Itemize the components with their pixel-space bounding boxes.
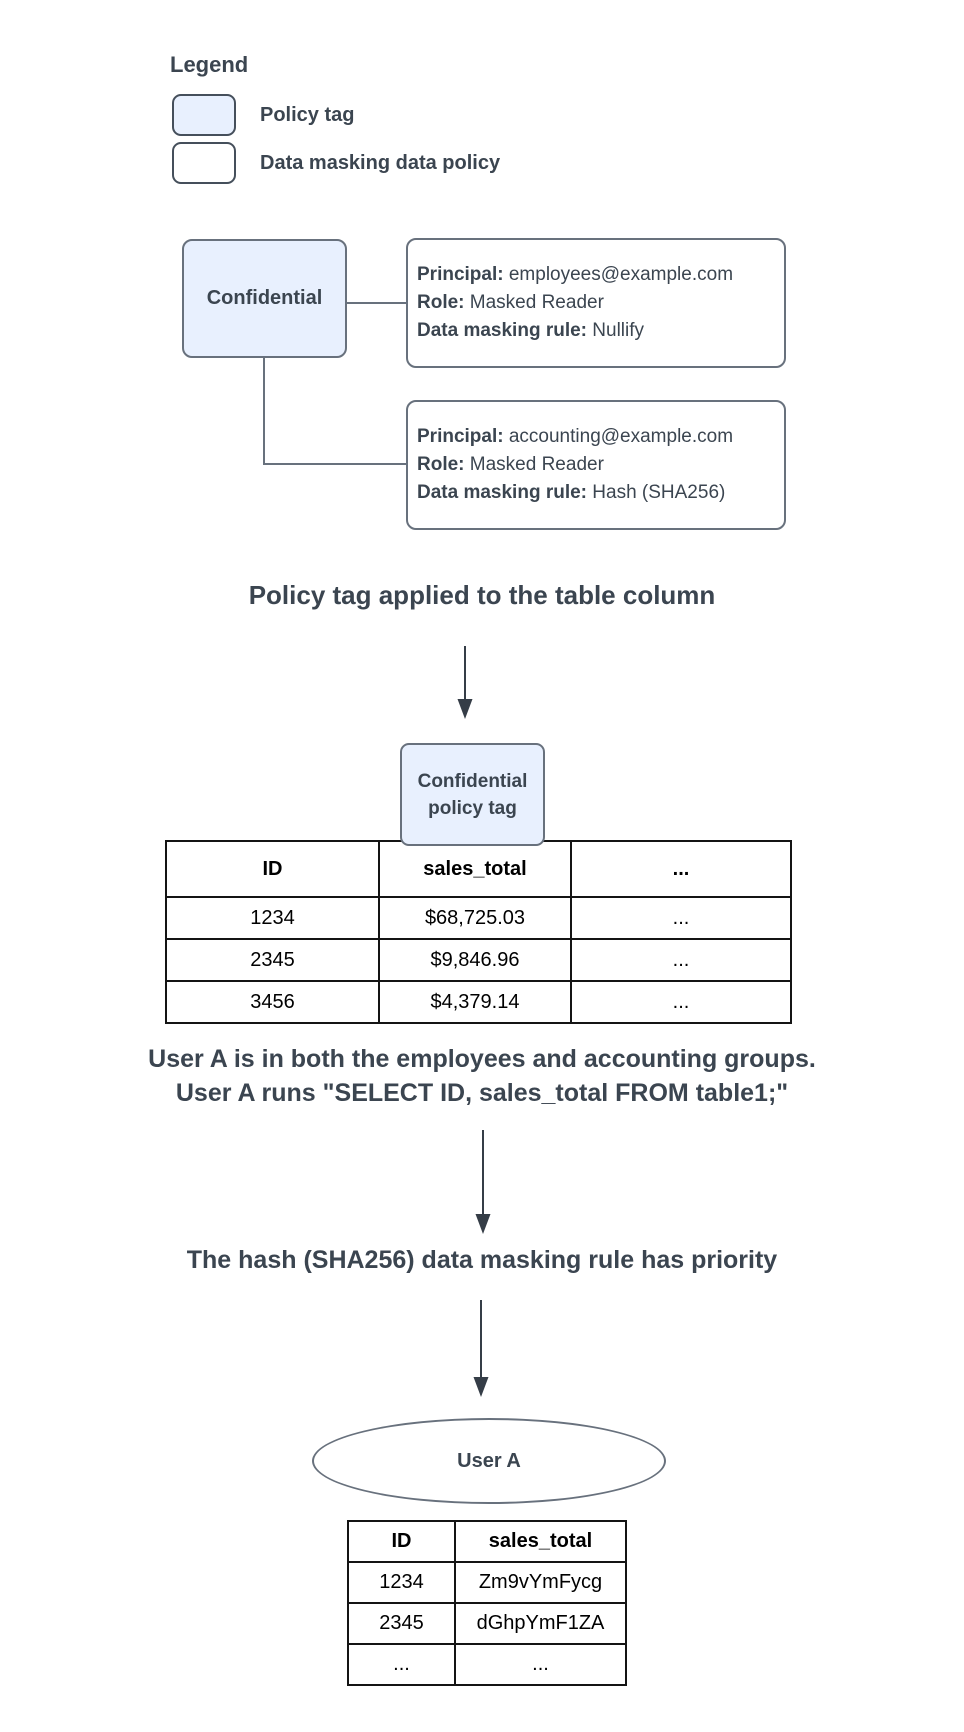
legend-swatch-policy-tag [172,94,236,136]
table-row [348,1644,626,1685]
table-cell: Zm9vYmFycg [455,1562,626,1603]
table-row [166,897,791,939]
header-cell-sales-total: sales_total [455,1521,626,1562]
table-cell: $68,725.03 [379,897,571,939]
table-cell: $4,379.14 [379,981,571,1023]
heading-policy-tag-applied: Policy tag applied to the table column [248,580,716,610]
table-cell: ... [348,1644,455,1685]
table-row [348,1562,626,1603]
result-table-header-row [348,1521,626,1562]
table-cell: 3456 [166,981,379,1023]
flow-arrow-down-icon [476,1130,491,1234]
connector-policy2 [264,358,406,464]
header-cell-id: ID [348,1521,455,1562]
source-table [165,840,792,1024]
table-row [166,981,791,1023]
policy-principal-line: Principal: employees@example.com [417,264,734,285]
confidential-policy-tag-badge [400,743,545,846]
legend-label-data-masking-policy: Data masking data policy [260,152,501,174]
caption-user-a-groups [0,1042,964,1110]
source-table-header-row [166,841,791,897]
table-row [166,939,791,981]
legend-title: Legend [170,52,249,77]
table-cell: $9,846.96 [379,939,571,981]
badge-line1: Confidential [417,770,528,792]
table-cell: 2345 [166,939,379,981]
policy-tag-node-label: Confidential [206,287,323,309]
table-cell: dGhpYmF1ZA [455,1603,626,1644]
legend-label-policy-tag: Policy tag [260,104,355,126]
policy-rule-line: Data masking rule: Nullify [417,320,645,341]
badge-line2: policy tag [428,797,517,819]
table-cell: ... [571,981,791,1023]
legend-swatch-data-masking-policy [172,142,236,184]
caption-line1: User A is in both the employees and accounting groups. [148,1045,816,1073]
flow-arrow-down-icon [474,1300,489,1397]
result-table [347,1520,627,1686]
flow-arrow-down-icon [458,646,473,719]
table-row [348,1603,626,1644]
table-cell: ... [455,1644,626,1685]
table-cell: ... [571,939,791,981]
header-cell-sales-total: sales_total [379,841,571,897]
table-cell: 1234 [166,897,379,939]
header-cell-more: ... [571,841,791,897]
policy-role-line: Role: Masked Reader [417,292,604,313]
policy-rule-line: Data masking rule: Hash (SHA256) [417,482,726,503]
policy-tag-node-confidential [182,239,347,358]
policy-principal-line: Principal: accounting@example.com [417,426,734,447]
data-policy-box-employees [406,238,786,368]
heading-hash-priority: The hash (SHA256) data masking rule has priority [186,1246,778,1274]
table-cell: ... [571,897,791,939]
table-cell: 2345 [348,1603,455,1644]
data-policy-box-accounting [406,400,786,530]
user-a-node [312,1418,666,1504]
table-cell: 1234 [348,1562,455,1603]
caption-line2: User A runs "SELECT ID, sales_total FROM table1;" [175,1079,789,1107]
header-cell-id: ID [166,841,379,897]
policy-role-line: Role: Masked Reader [417,454,604,475]
user-a-label: User A [457,1449,521,1472]
